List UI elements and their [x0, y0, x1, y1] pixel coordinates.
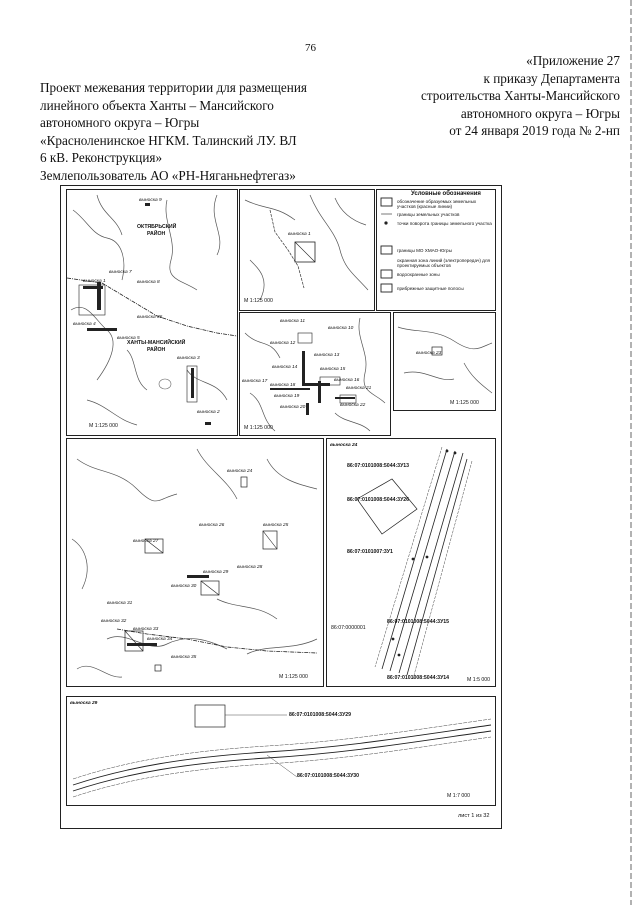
callout-label: выноска 25	[263, 523, 289, 528]
map-2-drawing	[240, 190, 374, 310]
district-label: РАЙОН	[147, 231, 166, 237]
parcel-label: 86:07:0000001	[331, 625, 366, 631]
title-line: Проект межевания территории для размещения	[40, 80, 307, 95]
callout-label: выноска 27	[133, 539, 159, 544]
district-label: ОКТЯБРЬСКИЙ	[137, 224, 177, 230]
legend-item: границы МО ХМАО-Югры	[397, 248, 452, 253]
callout-label: выноска 33	[133, 627, 159, 632]
callout-label: выноска 1	[288, 232, 311, 237]
callout-label: выноска 19	[274, 394, 300, 399]
appendix-line: строительства Ханты-Мансийского	[421, 88, 620, 104]
callout-label: выноска 10	[328, 326, 354, 331]
map-5-drawing	[67, 439, 323, 686]
callout-label: выноска 2	[197, 410, 220, 415]
scale-label: М 1:125 000	[450, 400, 479, 406]
page-number: 76	[305, 42, 316, 54]
legend-title: Условные обозначения	[411, 191, 481, 197]
callout-label: выноска 11	[280, 319, 305, 324]
callout-label: выноска 32	[101, 619, 127, 624]
sheet-label: лист 1 из 32	[458, 813, 490, 819]
overview-map-5	[66, 438, 324, 687]
title-line: «Красноленинское НГКМ. Талинский ЛУ. ВЛ	[40, 132, 297, 148]
callout-label: выноска 31	[107, 601, 133, 606]
callout-label: выноска 12	[270, 341, 296, 346]
district-label: ХАНТЫ-МАНСИЙСКИЙ	[127, 340, 186, 346]
appendix-line: «Приложение 27	[526, 53, 620, 68]
callout-label: выноска 21	[346, 386, 372, 391]
callout-label: выноска 3	[177, 356, 200, 361]
detail-title: выноска 24	[330, 443, 358, 448]
callout-label: выноска 22	[340, 403, 366, 408]
callout-label: выноска 18	[270, 383, 296, 388]
callout-label: выноска 15	[320, 367, 346, 372]
legend-item: прибрежные защитные полосы	[397, 286, 464, 291]
callout-label: выноска 29	[203, 570, 229, 575]
title-line: автономного округа – Югры	[40, 115, 200, 131]
map-3-drawing	[240, 313, 390, 435]
callout-label: выноска 7	[109, 270, 132, 275]
legend	[376, 189, 496, 311]
callout-label: выноска 23	[416, 351, 442, 356]
callout-label: выноска 13	[314, 353, 340, 358]
map-4-drawing	[394, 313, 495, 410]
parcel-label: 86:07:0101008:5044:3У26	[347, 497, 410, 503]
callout-label: выноска 4	[73, 322, 96, 327]
parcel-label: 86:07:0101008:5044:3У14	[387, 675, 450, 681]
legend-item: водоохранные зоны	[397, 272, 440, 277]
callout-label: выноска 1	[83, 279, 106, 284]
legend-item: точки поворота границы земельного участка	[397, 221, 492, 226]
appendix-header	[380, 52, 620, 140]
scan-edge	[628, 0, 634, 905]
parcel-label: 86:07:0101008:5044:3У15	[387, 619, 450, 625]
parcel-label: 86:07:0101008:5044:3У29	[289, 712, 352, 718]
legend-item: охранная зона линий (электропередач) для проектируемых объектов	[397, 258, 490, 268]
title-line: Землепользователь АО «РН-Няганьнефтегаз»	[40, 167, 296, 183]
title-line: линейного объекта Ханты – Мансийского	[40, 97, 274, 113]
callout-label: выноска 14	[272, 365, 298, 370]
scale-label: М 1:7 000	[447, 793, 471, 799]
overview-map-1	[66, 189, 238, 436]
scale-label: М 1:5 000	[467, 677, 491, 683]
district-label: РАЙОН	[147, 347, 166, 353]
title-line: 6 кВ. Реконструкция»	[40, 150, 163, 166]
overview-map-2	[239, 189, 375, 311]
appendix-line: к приказу Департамента	[483, 70, 620, 86]
detail-title: выноска 29	[70, 701, 98, 706]
appendix-line: от 24 января 2019 года № 2-нп	[449, 123, 620, 139]
parcel-label: 86:07:0101007:3У1	[347, 549, 393, 555]
overview-map-3	[239, 312, 391, 436]
legend-item: обозначение образуемых земельных участков (красные линии)	[397, 199, 477, 209]
callout-label: выноска 17	[242, 379, 268, 384]
callout-label: выноска 5	[117, 336, 140, 341]
callout-label: выноска 36	[137, 315, 163, 320]
callout-label: выноска 9	[139, 198, 162, 203]
callout-label: выноска 16	[334, 378, 360, 383]
callout-label: выноска 30	[171, 584, 197, 589]
overview-map-4	[393, 312, 496, 411]
callout-label: выноска 26	[199, 523, 225, 528]
map-6-drawing	[327, 439, 495, 686]
legend-item: границы земельных участков	[397, 212, 460, 217]
callout-label: выноска 34	[147, 637, 173, 642]
callout-label: выноска 28	[237, 565, 263, 570]
callout-label: выноска 35	[171, 655, 197, 660]
detail-map-24	[326, 438, 496, 687]
map-7-drawing	[67, 697, 495, 805]
detail-map-29	[66, 696, 496, 806]
scale-label: М 1:125 000	[244, 298, 273, 304]
parcel-label: 86:07:0101008:5044:3У30	[297, 773, 360, 779]
scale-label: М 1:125 000	[89, 423, 118, 429]
project-title	[40, 79, 370, 185]
callout-label: выноска 20	[280, 405, 306, 410]
scale-label: М 1:125 000	[244, 425, 273, 431]
appendix-line: автономного округа – Югры	[460, 105, 620, 121]
scale-label: М 1:125 000	[279, 674, 308, 680]
callout-label: выноска 24	[227, 469, 253, 474]
parcel-label: 86:07:0101008:5044:3У13	[347, 463, 410, 469]
callout-label: выноска 8	[137, 280, 160, 285]
